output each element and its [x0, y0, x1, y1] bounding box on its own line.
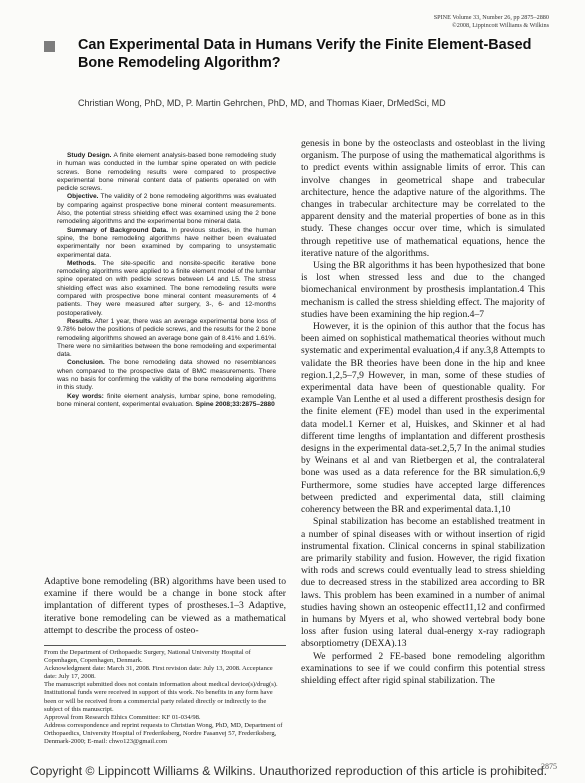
page-number: 2875	[541, 762, 557, 771]
author-list: Christian Wong, PhD, MD, P. Martin Gehrchen, PhD, MD, and Thomas Kiaer, DrMedSci, MD	[78, 98, 446, 108]
objective-label: Objective.	[67, 193, 99, 201]
methods-label: Methods.	[67, 259, 96, 267]
abstract-background	[57, 227, 276, 260]
keywords-label: Key words:	[67, 392, 104, 400]
study-design-text: A finite element analysis-based bone remodeling study in human was conducted in the lumbar spine operated on with pedicle screws. Bone remodeling results were compared to prospective experimental bone mineral content data of patients operated on with pedicle screws.	[57, 152, 276, 193]
results-text: After 1 year, there was an average experimental bone loss of 9.78% below the positions of pedicle screws, and the results for the 2 bone remodeling algorithms showed an average bone gain of 8.41% and 1.61%. There were no similarities between the bone remodeling and experimental data.	[57, 317, 276, 359]
footnote-affiliation: From the Department of Orthopaedic Surgery, National University Hospital of Copenhagen, Copenhagen, Denmark.	[44, 649, 251, 665]
body-paragraph-2: Using the BR algorithms it has been hypothesized that bone is lost when stressed less and due to the changed biomechanical environment by prosthesis implantation.4 This mechanism is called the stress shielding effect. The majority of studies have been examining the hip region.4–7	[301, 260, 545, 320]
body-paragraph-1: genesis in bone by the osteoclasts and osteoblast in the living organism. The purpose of using the mathematical algorithms is to predict events within assignable limits of error. This can involve changes in geometrical shape and trabecular architecture, hence the adaptive nature of the algorithms. The changes in trabecular architecture may be correlated to the apparent density and the material properties of bone as in this study. These changes occur over time, which is simulated through repetitive use of mathematical equations, hence the iterative nature of the algorithms.	[301, 138, 545, 259]
abstract-results	[57, 318, 276, 359]
footnote-dates: Acknowledgment date: March 31, 2008. First revision date: July 13, 2008. Acceptance date: July 17, 2008.	[44, 665, 273, 681]
methods-text: The site-specific and nonsite-specific iterative bone remodeling algorithms were applied to a finite element model of the lumbar spine operated on with pedicle screws between L4 and L5. The stress shielding effect was also examined. The bone remodeling results were compared with prospective bone mineral content measurements of 4 patients. They were measured after surgery, 3-, 6- and 12-months postoperatively.	[57, 259, 276, 317]
abstract	[57, 152, 276, 409]
body-paragraph-4: Spinal stabilization has become an established treatment in a number of spinal diseases with or without insertion of rigid instrumental fixation. Clinical concerns in spinal stabilization are primarily stability and fusion. However, the rigid fixation with rods and screws could eventually lead to stress shielding due to decreased stress in the stabilized area according to BR laws. This problem has been examined in a number of animal studies having shown an osteopenic effect11,12 and confirmed in humans by Myers et al, who showed vertebral body bone loss after fusion using lateral dual-energy x-ray radiograph absorptiometry (DEXA).13	[301, 516, 545, 650]
body-column-right	[301, 138, 545, 687]
article-title: Can Experimental Data in Humans Verify the Finite Element-Based Bone Remodeling Algorithm?	[78, 37, 532, 71]
body-paragraph-5: We performed 2 FE-based bone remodeling algorithm examinations to see if we could confirm this potential stress shielding effect after rigid spinal stabilization. The	[301, 650, 545, 686]
footnote-device: The manuscript submitted does not contain information about medical device(s)/drug(s).	[44, 681, 278, 689]
background-text: In previous studies, in the human spine, the bone remodeling algorithms have neither been evaluated experimentally nor been examined by comparing to unsystematic experimental data.	[57, 226, 276, 259]
journal-header	[434, 14, 549, 30]
abstract-conclusion	[57, 359, 276, 392]
keywords-text: finite element analysis, lumbar spine, bone remodeling, bone mineral content, experimental evaluation.	[57, 392, 276, 408]
footnote-ethics: Approval from Research Ethics Committee: KF 01-034/98.	[44, 713, 201, 721]
abstract-methods	[57, 260, 276, 318]
background-label: Summary of Background Data.	[67, 226, 169, 234]
conclusion-text: The bone remodeling data showed no resemblances when compared to the prospective data of BMC measurements. There was no basis for confirming the validity of the bone remodeling algorithms in this study.	[57, 359, 276, 392]
footnotes	[44, 645, 286, 746]
results-label: Results.	[67, 317, 93, 325]
abstract-objective	[57, 193, 276, 226]
footnote-funding: Institutional funds were received in support of this work. No benefits in any form have been or will be received from a commercial party related directly or indirectly to the subject of this manuscript.	[44, 689, 273, 713]
study-design-label: Study Design.	[67, 152, 112, 159]
copyright-line: ©2008, Lippincott Williams & Wilkins	[452, 22, 549, 29]
footnote-correspondence: Address correspondence and reprint requests to Christian Wong, PhD, MD, Department of Orthopaedics, University Hospital of Frederiksberg, Nordre Fasanvej 57, Frederiksberg, Denmark-2000; E-mail: chwo123@gmail.com	[44, 721, 283, 746]
conclusion-label: Conclusion.	[67, 359, 105, 367]
intro-paragraph: Adaptive bone remodeling (BR) algorithms have been used to examine if there would be a change in bone stock after implantation of different types of prostheses.1–3 Adaptive, iterative bone remodeling can be viewed as a mathematical attempt to describe the process of osteo-	[44, 576, 286, 636]
abstract-keywords	[57, 393, 276, 410]
objective-text: The validity of 2 bone remodeling algorithms was evaluated by comparing against prospective bone mineral content measurements. Also, the potential stress shielding effect was examined using the 2 bone remodeling algorithms and the experimental bone mineral data.	[57, 193, 276, 226]
abstract-citation: Spine 2008;33:2875–2880	[195, 400, 275, 408]
copyright-notice: Copyright © Lippincott Williams & Wilkins. Unauthorized reproduction of this article is prohibited.	[30, 764, 548, 778]
journal-line: SPINE Volume 33, Number 26, pp 2875–2880	[433, 14, 549, 21]
abstract-study-design	[57, 152, 276, 193]
title-marker	[44, 41, 55, 52]
body-paragraph-3: However, it is the opinion of this author that the focus has been aimed on sophistical mathematical theories without much systematic and experimental evaluation,4 if any.3,8 Attempts to validate the BR theories have been done in the hip and knee region.1,2,5–7,9 However, in man, some of these studies of experimental data have been of questionable quality. For example Van Lenthe et al used a different prosthesis design for the finite element (FE) model than used in the experimental data model.1 Kerner et al, Huiskes, and Skinner et al had different time lengths of implantation and different prosthesis designs in the experimental data-set.2,5,7 In the animal studies by Weinans et al and van Rietbergen et al, the contralateral bone was used as a data reference for the BR simulation.6,9 Furthermore, some studies have accepted large differences between predicted and experimental data, still claiming coherency between the BR and experimental data.1,10	[301, 321, 545, 516]
